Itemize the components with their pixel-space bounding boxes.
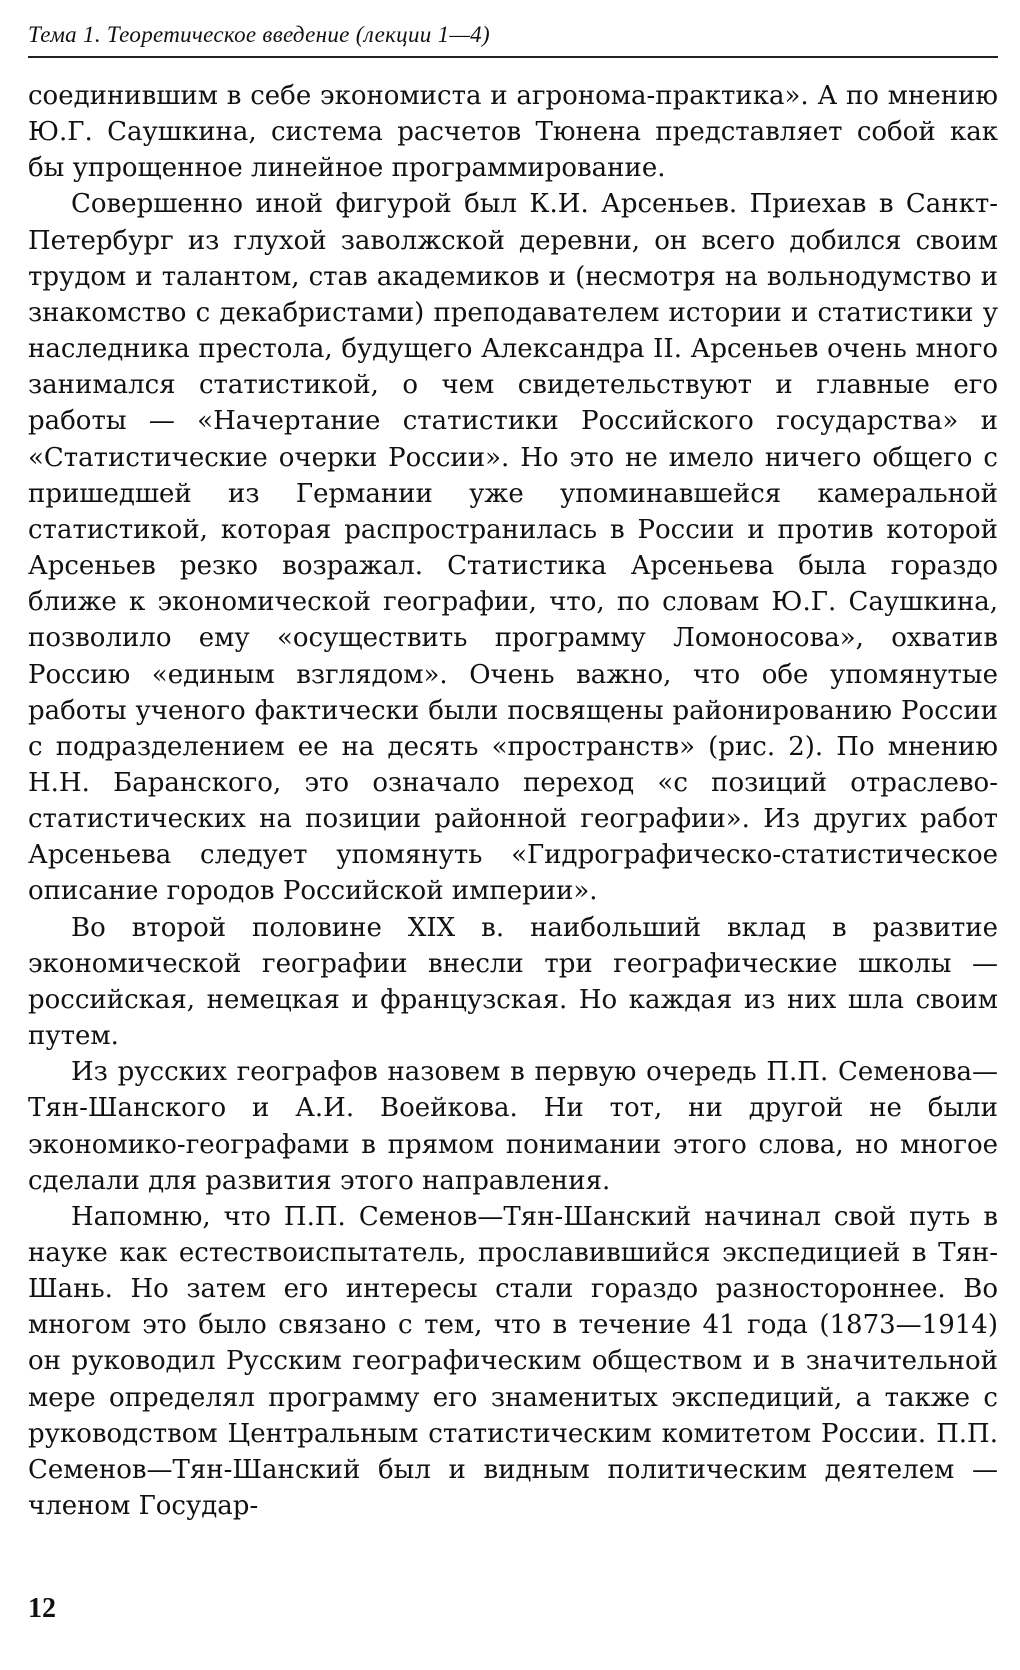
- paragraph-semenov: Напомню, что П.П. Семенов—Тян-Шанский начинал свой путь в науке как естествоиспытатель, прославившийся экспедицией в Тян-Шань. Но затем его интересы стали гораздо разностороннее. Во многом это было связано с тем, что в течение 41 года (1873—1914) он руководил Русским географическим обществом и в значительной мере определял программу его знаменитых экспедиций, а также с руководством Центральным статистическим комитетом России. П.П. Семенов—Тян-Шанский был и видным политическим деятелем — членом Государ-: [28, 1201, 998, 1522]
- header-rule: [28, 56, 998, 58]
- paragraph-arsenyev: Совершенно иной фигурой был К.И. Арсеньев. Приехав в Санкт-Петербург из глухой заволжской деревни, он всего добился своим трудом и талантом, став академиков и (несмотря на вольнодумство и знакомство с декабристами) преподавателем истории и статистики у наследника престола, будущего Александра II. Арсеньев очень много занимался статистикой, о чем свидетельствуют и главные его работы — «Начертание статистики Российского государства» и «Статистические очерки России». Но это не имело ничего общего с пришедшей из Германии уже упоминавшейся камеральной статистикой, которая распространилась в России и против которой Арсеньев резко возражал. Статистика Арсеньева была гораздо ближе к экономической географии, что, по словам Ю.Г. Саушкина, позволило ему «осуществить программу Ломоносова», охватив Россию «единым взглядом». Очень важно, что обе упомянутые работы ученого фактически были посвящены районированию России с подразделением ее на десять «пространств» (рис. 2). По мнению Н.Н. Баранского, это означало переход «с позиций отраслево-статистических на позиции районной географии». Из других работ Арсеньева следует упомянуть «Гидрографическо-статистическое описание городов Российской империи».: [28, 189, 998, 907]
- paragraph-geographic-schools: Во второй половине XIX в. наибольший вклад в развитие экономической географии внесли три географические школы — российская, немецкая и французская. Но каждая из них шла своим путем.: [28, 912, 998, 1052]
- paragraph-continuation: соединившим в себе экономиста и агронома-практика». А по мнению Ю.Г. Саушкина, система расчетов Тюнена представляет собой как бы упрощенное линейное программирование.: [28, 81, 998, 184]
- body-text: [28, 78, 998, 1524]
- running-header: Тема 1. Теоретическое введение (лекции 1—4): [28, 22, 490, 47]
- paragraph-russian-geographers: Из русских географов назовем в первую очередь П.П. Семенова—Тян-Шанского и А.И. Воейкова. Ни тот, ни другой не были экономико-географами в прямом понимании этого слова, но многое сделали для развития этого направления.: [28, 1057, 998, 1196]
- page-number: 12: [28, 1593, 56, 1624]
